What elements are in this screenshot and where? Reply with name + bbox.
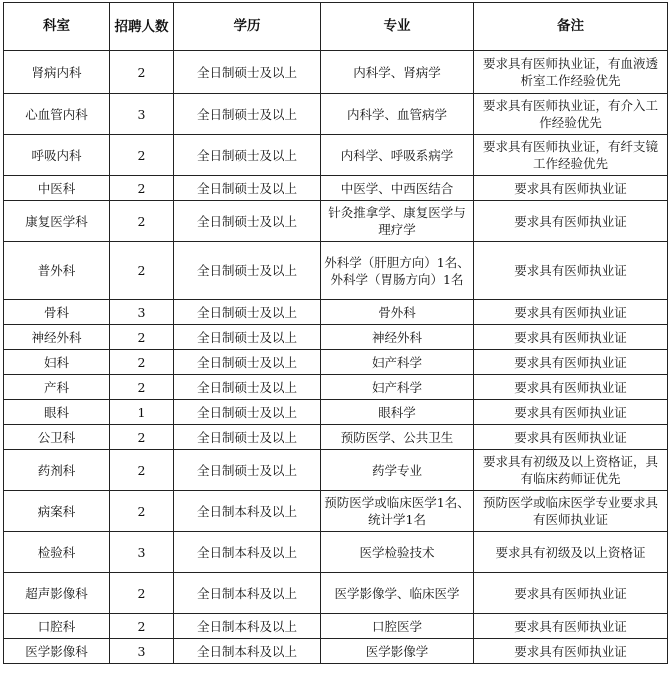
- cell-education: 全日制硕士及以上: [174, 450, 321, 491]
- cell-note: 要求具有医师执业证: [474, 425, 668, 450]
- cell-education: 全日制硕士及以上: [174, 201, 321, 242]
- table-body: [4, 51, 668, 664]
- header-major: 专业: [321, 3, 474, 51]
- cell-note: 要求具有初级及以上资格证: [474, 532, 668, 573]
- cell-dept: 妇科: [4, 350, 110, 375]
- cell-note: 要求具有初级及以上资格证，具有临床药师证优先: [474, 450, 668, 491]
- cell-education: 全日制硕士及以上: [174, 94, 321, 135]
- table-row: [4, 300, 668, 325]
- cell-note: 要求具有医师执业证: [474, 639, 668, 664]
- cell-dept: 眼科: [4, 400, 110, 425]
- cell-count: 2: [110, 350, 174, 375]
- cell-education: 全日制硕士及以上: [174, 425, 321, 450]
- cell-major: 骨外科: [321, 300, 474, 325]
- table-row: [4, 639, 668, 664]
- cell-dept: 医学影像科: [4, 639, 110, 664]
- cell-dept: 肾病内科: [4, 51, 110, 94]
- cell-count: 1: [110, 400, 174, 425]
- header-note: 备注: [474, 3, 668, 51]
- recruitment-table: [3, 2, 668, 664]
- table-row: [4, 614, 668, 639]
- cell-major: 眼科学: [321, 400, 474, 425]
- cell-count: 2: [110, 176, 174, 201]
- cell-note: 要求具有医师执业证，有血液透析室工作经验优先: [474, 51, 668, 94]
- table-row: [4, 325, 668, 350]
- table-row: [4, 532, 668, 573]
- cell-major: 预防医学或临床医学1名、统计学1名: [321, 491, 474, 532]
- cell-count: 3: [110, 532, 174, 573]
- cell-education: 全日制本科及以上: [174, 639, 321, 664]
- cell-major: 口腔医学: [321, 614, 474, 639]
- cell-education: 全日制硕士及以上: [174, 300, 321, 325]
- cell-major: 内科学、呼吸系病学: [321, 135, 474, 176]
- cell-dept: 中医科: [4, 176, 110, 201]
- cell-major: 医学影像学: [321, 639, 474, 664]
- cell-major: 内科学、肾病学: [321, 51, 474, 94]
- cell-major: 中医学、中西医结合: [321, 176, 474, 201]
- table-row: [4, 242, 668, 300]
- cell-major: 内科学、血管病学: [321, 94, 474, 135]
- cell-major: 针灸推拿学、康复医学与理疗学: [321, 201, 474, 242]
- cell-dept: 公卫科: [4, 425, 110, 450]
- table-row: [4, 94, 668, 135]
- header-dept: 科室: [4, 3, 110, 51]
- cell-dept: 心血管内科: [4, 94, 110, 135]
- cell-major: 外科学（肝胆方向）1名、外科学（胃肠方向）1名: [321, 242, 474, 300]
- cell-note: 要求具有医师执业证: [474, 350, 668, 375]
- cell-dept: 普外科: [4, 242, 110, 300]
- table-row: [4, 375, 668, 400]
- table-row: [4, 400, 668, 425]
- table-row: [4, 176, 668, 201]
- table-row: [4, 350, 668, 375]
- cell-dept: 超声影像科: [4, 573, 110, 614]
- header-education: 学历: [174, 3, 321, 51]
- cell-dept: 康复医学科: [4, 201, 110, 242]
- cell-count: 2: [110, 325, 174, 350]
- cell-count: 2: [110, 201, 174, 242]
- table-row: [4, 51, 668, 94]
- cell-note: 要求具有医师执业证: [474, 176, 668, 201]
- cell-major: 医学影像学、临床医学: [321, 573, 474, 614]
- cell-note: 要求具有医师执业证: [474, 375, 668, 400]
- cell-note: 要求具有医师执业证，有介入工作经验优先: [474, 94, 668, 135]
- cell-major: 药学专业: [321, 450, 474, 491]
- cell-dept: 检验科: [4, 532, 110, 573]
- cell-count: 2: [110, 375, 174, 400]
- cell-note: 要求具有医师执业证: [474, 242, 668, 300]
- cell-note: 要求具有医师执业证: [474, 201, 668, 242]
- cell-note: 预防医学或临床医学专业要求具有医师执业证: [474, 491, 668, 532]
- table-row: [4, 450, 668, 491]
- cell-education: 全日制硕士及以上: [174, 350, 321, 375]
- cell-dept: 产科: [4, 375, 110, 400]
- cell-education: 全日制硕士及以上: [174, 325, 321, 350]
- table-row: [4, 135, 668, 176]
- cell-note: 要求具有医师执业证: [474, 400, 668, 425]
- header-row: [4, 3, 668, 51]
- cell-major: 预防医学、公共卫生: [321, 425, 474, 450]
- cell-count: 3: [110, 94, 174, 135]
- table-row: [4, 201, 668, 242]
- cell-note: 要求具有医师执业证: [474, 300, 668, 325]
- header-count: 招聘人数: [110, 3, 174, 51]
- cell-count: 3: [110, 639, 174, 664]
- cell-education: 全日制本科及以上: [174, 532, 321, 573]
- cell-dept: 呼吸内科: [4, 135, 110, 176]
- cell-count: 2: [110, 242, 174, 300]
- cell-count: 2: [110, 51, 174, 94]
- cell-education: 全日制本科及以上: [174, 614, 321, 639]
- cell-note: 要求具有医师执业证，有纤支镜工作经验优先: [474, 135, 668, 176]
- table-row: [4, 425, 668, 450]
- cell-dept: 骨科: [4, 300, 110, 325]
- cell-dept: 神经外科: [4, 325, 110, 350]
- cell-education: 全日制硕士及以上: [174, 375, 321, 400]
- cell-education: 全日制硕士及以上: [174, 51, 321, 94]
- table-row: [4, 573, 668, 614]
- cell-count: 2: [110, 491, 174, 532]
- cell-count: 2: [110, 614, 174, 639]
- cell-dept: 口腔科: [4, 614, 110, 639]
- cell-education: 全日制硕士及以上: [174, 135, 321, 176]
- cell-note: 要求具有医师执业证: [474, 573, 668, 614]
- cell-major: 妇产科学: [321, 350, 474, 375]
- cell-dept: 药剂科: [4, 450, 110, 491]
- cell-major: 神经外科: [321, 325, 474, 350]
- cell-count: 3: [110, 300, 174, 325]
- cell-note: 要求具有医师执业证: [474, 325, 668, 350]
- cell-major: 妇产科学: [321, 375, 474, 400]
- cell-count: 2: [110, 450, 174, 491]
- cell-education: 全日制本科及以上: [174, 491, 321, 532]
- cell-count: 2: [110, 135, 174, 176]
- cell-education: 全日制本科及以上: [174, 573, 321, 614]
- cell-major: 医学检验技术: [321, 532, 474, 573]
- cell-education: 全日制硕士及以上: [174, 176, 321, 201]
- cell-education: 全日制硕士及以上: [174, 400, 321, 425]
- table-row: [4, 491, 668, 532]
- cell-count: 2: [110, 425, 174, 450]
- cell-note: 要求具有医师执业证: [474, 614, 668, 639]
- cell-dept: 病案科: [4, 491, 110, 532]
- cell-education: 全日制硕士及以上: [174, 242, 321, 300]
- cell-count: 2: [110, 573, 174, 614]
